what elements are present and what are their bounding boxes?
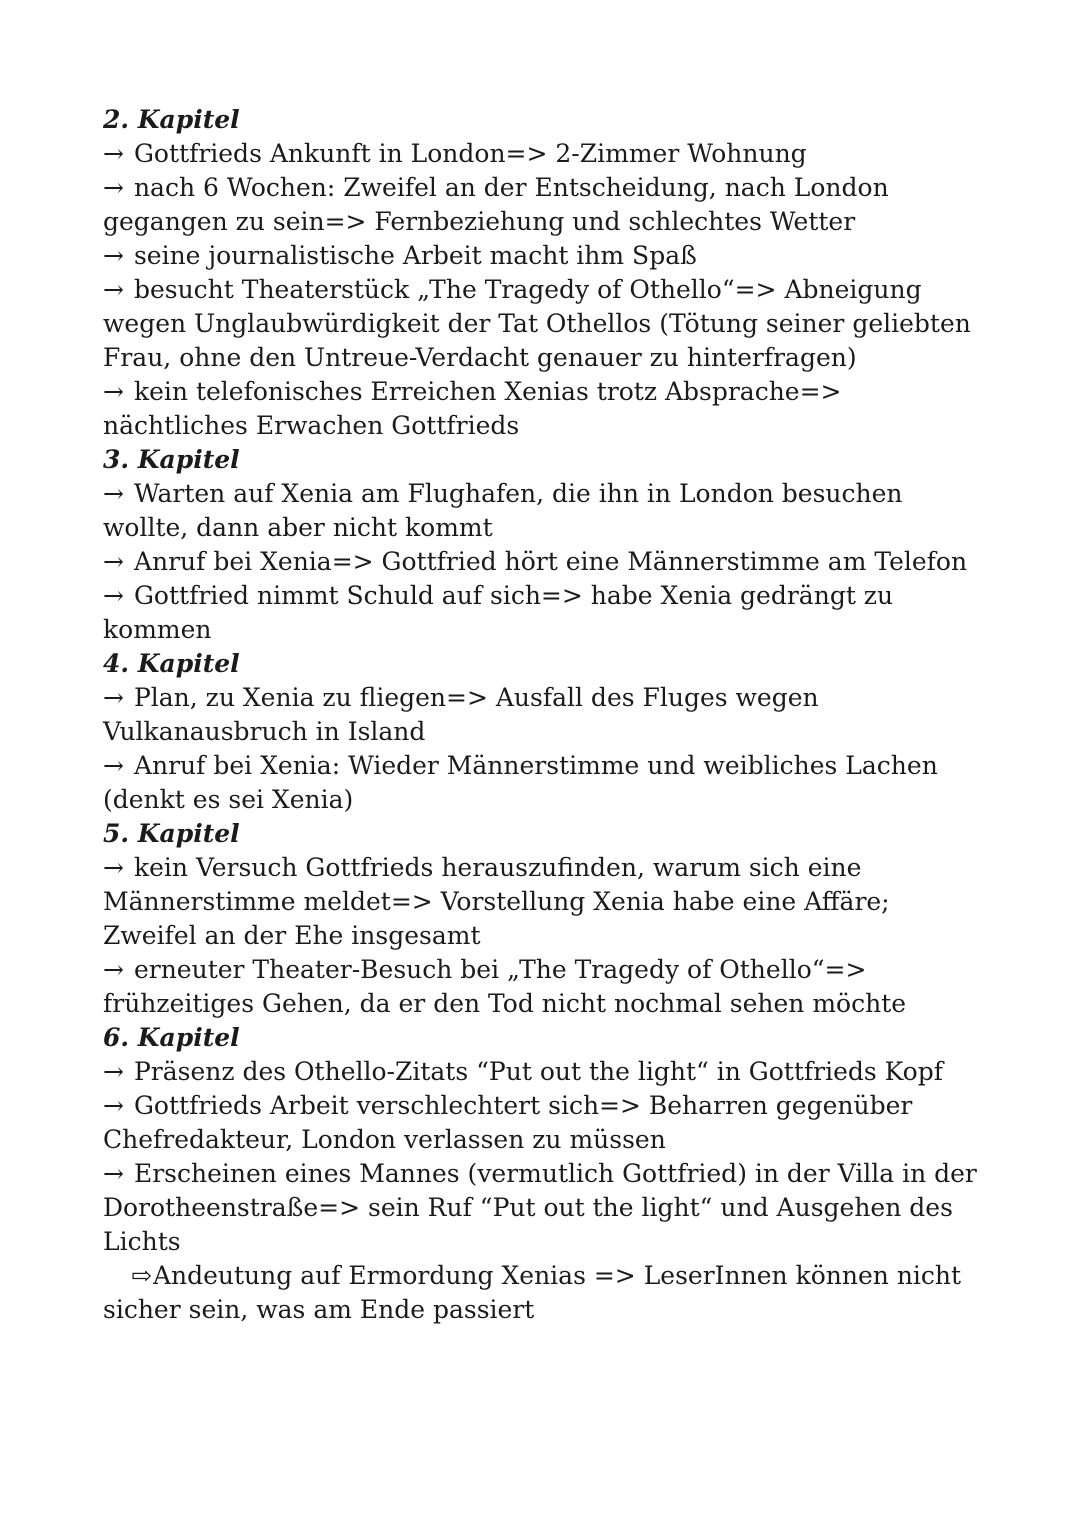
list-item-text: besucht Theaterstück „The Tragedy of Othello“=> Abneigung wegen Unglaubwürdigkeit der Tat Othellos (Tötung seiner geliebten Frau, ohne den Untreue-Verdacht genauer zu hinterfragen) bbox=[103, 275, 971, 372]
list-item-text: Erscheinen eines Mannes (vermutlich Gottfried) in der Villa in der Dorotheenstraße=> sein Ruf “Put out the light“ und Ausgehen des Lichts bbox=[103, 1159, 977, 1256]
list-item bbox=[103, 749, 977, 817]
chapter-section bbox=[103, 647, 977, 817]
list-item-text: Warten auf Xenia am Flughafen, die ihn in London besuchen wollte, dann aber nicht kommt bbox=[103, 479, 903, 542]
list-item bbox=[103, 1089, 977, 1157]
chapter-section bbox=[103, 1021, 977, 1327]
list-item-text: kein telefonisches Erreichen Xenias trotz Absprache=> nächtliches Erwachen Gottfrieds bbox=[103, 377, 842, 440]
list-item bbox=[103, 851, 977, 953]
list-item-text: Anruf bei Xenia=> Gottfried hört eine Männerstimme am Telefon bbox=[133, 547, 968, 576]
arrow-icon: → bbox=[103, 547, 124, 576]
arrow-icon: → bbox=[103, 581, 124, 610]
list-item-text: Plan, zu Xenia zu fliegen=> Ausfall des Fluges wegen Vulkanausbruch in Island bbox=[103, 683, 819, 746]
list-item bbox=[103, 579, 977, 647]
section-heading: 6. Kapitel bbox=[103, 1023, 240, 1052]
arrow-icon: → bbox=[103, 683, 124, 712]
list-item bbox=[103, 681, 977, 749]
list-item-text: Gottfried nimmt Schuld auf sich=> habe Xenia gedrängt zu kommen bbox=[103, 581, 894, 644]
list-item bbox=[103, 1259, 977, 1327]
list-item bbox=[103, 171, 977, 239]
arrow-icon: → bbox=[103, 751, 124, 780]
list-item bbox=[103, 239, 977, 273]
list-item-text: erneuter Theater-Besuch bei „The Tragedy of Othello“=> frühzeitiges Gehen, da er den Tod nicht nochmal sehen möchte bbox=[103, 955, 907, 1018]
list-item bbox=[103, 545, 977, 579]
arrow-icon: → bbox=[103, 1159, 124, 1188]
list-item-text: kein Versuch Gottfrieds herauszufinden, warum sich eine Männerstimme meldet=> Vorstellung Xenia habe eine Affäre; Zweifel an der Ehe insgesamt bbox=[103, 853, 890, 950]
chapter-section bbox=[103, 817, 977, 1021]
arrow-icon: → bbox=[103, 479, 124, 508]
list-item bbox=[103, 953, 977, 1021]
arrow-icon: → bbox=[103, 955, 124, 984]
list-item-text: Gottfrieds Ankunft in London=> 2-Zimmer Wohnung bbox=[133, 139, 807, 168]
arrow-icon: → bbox=[103, 275, 124, 304]
section-heading: 2. Kapitel bbox=[103, 105, 240, 134]
arrow-icon: → bbox=[103, 241, 124, 270]
chapter-section bbox=[103, 103, 977, 443]
arrow-icon: → bbox=[103, 173, 124, 202]
chapter-section bbox=[103, 443, 977, 647]
list-item-text: Andeutung auf Ermordung Xenias => LeserInnen können nicht sicher sein, was am Ende passiert bbox=[103, 1261, 962, 1324]
list-item-text: nach 6 Wochen: Zweifel an der Entscheidung, nach London gegangen zu sein=> Fernbeziehung und schlechtes Wetter bbox=[103, 173, 889, 236]
list-item-text: Präsenz des Othello-Zitats “Put out the light“ in Gottfrieds Kopf bbox=[133, 1057, 943, 1086]
list-item-text: seine journalistische Arbeit macht ihm Spaß bbox=[133, 241, 697, 270]
list-item bbox=[103, 1157, 977, 1259]
section-heading: 4. Kapitel bbox=[103, 649, 240, 678]
list-item bbox=[103, 273, 977, 375]
list-item-text: Gottfrieds Arbeit verschlechtert sich=> Beharren gegenüber Chefredakteur, London verlassen zu müssen bbox=[103, 1091, 913, 1154]
list-item-text: Anruf bei Xenia: Wieder Männerstimme und weibliches Lachen (denkt es sei Xenia) bbox=[103, 751, 938, 814]
list-item bbox=[103, 137, 977, 171]
arrow-icon: → bbox=[103, 139, 124, 168]
list-item bbox=[103, 375, 977, 443]
arrow-icon: → bbox=[103, 1057, 124, 1086]
section-heading: 3. Kapitel bbox=[103, 445, 240, 474]
section-heading: 5. Kapitel bbox=[103, 819, 240, 848]
arrow-icon: → bbox=[103, 1091, 124, 1120]
arrow-icon: → bbox=[103, 377, 124, 406]
list-item bbox=[103, 477, 977, 545]
list-item bbox=[103, 1055, 977, 1089]
arrow-icon: → bbox=[103, 853, 124, 882]
double-arrow-icon: ⇨ bbox=[131, 1261, 152, 1290]
